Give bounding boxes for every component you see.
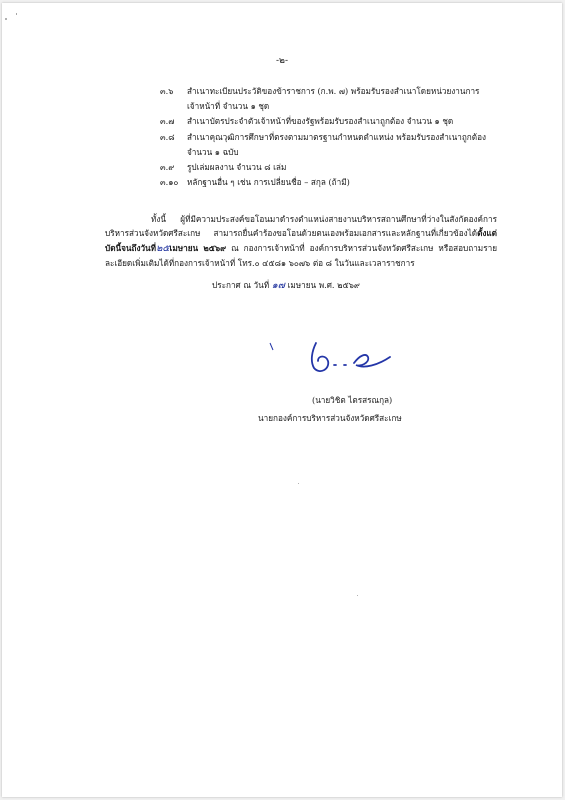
item-text: รูปเล่มผลงาน จำนวน ๘ เล่ม: [187, 162, 287, 173]
item-text: หลักฐานอื่น ๆ เช่น การเปลี่ยนชื่อ – สกุล (ถ้ามี): [187, 177, 350, 188]
document-item: [160, 114, 490, 129]
document-page: [2, 3, 562, 797]
item-text: สำเนาคุณวุฒิการศึกษาที่ตรงตามมาตรฐานกำหนดตำแหน่ง พร้อมรับรองสำเนาถูกต้อง จำนวน ๑ ฉบับ: [187, 131, 486, 157]
paragraph-text-2: ณ กองการเจ้าหน้าที่ องค์การบริหารส่วนจังหวัดศรีสะเกษ หรือสอบถามรายละเอียดเพิ่มเติมได้ที่กองการเจ้าหน้าที่ โทร.๐ ๔๕๘๑ ๖๐๗๖ ต่อ ๘ ในวันและเวลาราชการ: [105, 242, 497, 268]
scan-speck: [5, 18, 7, 20]
paragraph-bold-date-start: ตั้งแต่บัดนี้จนถึงวันที่: [105, 228, 497, 253]
item-text: สำเนาทะเบียนประวัติของข้าราชการ (ก.พ. ๗) พร้อมรับรองสำเนาโดยหน่วยงานการเจ้าหน้าที่ จำนวน ๑ ชุด: [187, 86, 480, 112]
page-number: -๒-: [275, 56, 288, 66]
signatory-name: (นายวิชิต ไตรสรณกุล): [312, 395, 393, 405]
handwritten-announcement-day: ๑๗: [271, 280, 285, 291]
document-item: [160, 160, 490, 175]
paragraph-bold-date-end: เมษายน ๒๕๖๙: [169, 242, 227, 253]
item-number: ๓.๗: [160, 116, 175, 127]
item-number: ๓.๑๐: [160, 177, 179, 188]
document-item: [160, 84, 490, 114]
document-item-list: [160, 84, 490, 190]
handwritten-signature: [294, 333, 394, 381]
signature-tick-mark: [267, 341, 281, 353]
item-number: ๓.๖: [160, 86, 174, 96]
announcement-suffix: เมษายน พ.ศ. ๒๕๖๙: [287, 280, 360, 290]
scan-speck: [16, 13, 17, 15]
announcement-prefix: ประกาศ ณ วันที่: [212, 280, 270, 290]
item-number: ๓.๙: [160, 162, 175, 173]
body-paragraph: [105, 212, 497, 270]
document-item: [160, 175, 490, 190]
signatory-title: นายกองค์การบริหารส่วนจังหวัดศรีสะเกษ: [258, 413, 402, 423]
announcement-date-line: [212, 278, 360, 293]
item-text: สำเนาบัตรประจำตัวเจ้าหน้าที่ของรัฐพร้อมรับรองสำเนาถูกต้อง จำนวน ๑ ชุด: [187, 116, 454, 127]
item-number: ๓.๘: [160, 131, 175, 142]
document-item: [160, 130, 490, 160]
scan-speck: [298, 483, 299, 484]
scan-speck: [357, 595, 358, 596]
paragraph-text-1: ทั้งนี้ ผู้ที่มีความประสงค์ขอโอนมาดำรงตำแหน่งสายงานบริหารสถานศึกษาที่ว่างในสังกัดองค์การบริหารส่วนจังหวัดศรีสะเกษ สามารถยื่นคำร้องขอโอนด้วยตนเองพร้อมเอกสารและหลักฐานที่เกี่ยวข้องได้: [105, 214, 497, 239]
handwritten-deadline-day: ๒๕: [156, 242, 170, 254]
